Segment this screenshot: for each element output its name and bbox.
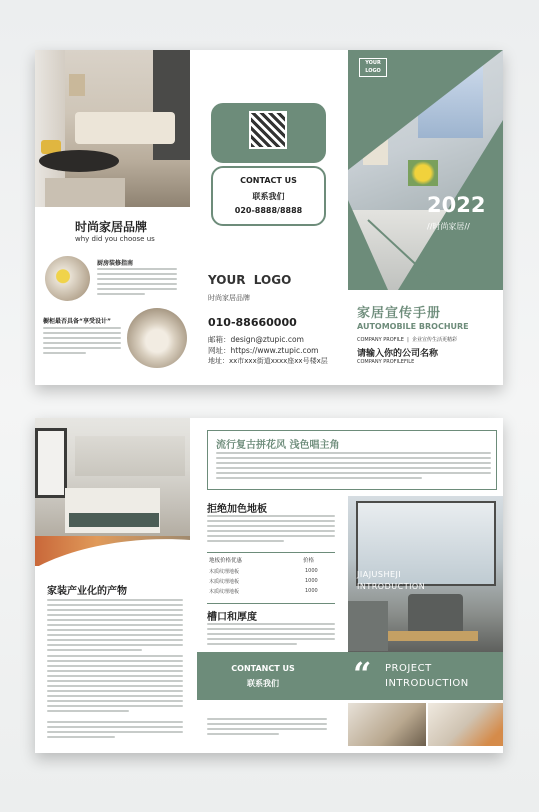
right-green-shapes (348, 50, 503, 290)
project-line-1: PROJECT (385, 663, 432, 674)
bottom-brochure (35, 418, 503, 753)
project-line-2: INTRODUCTION (385, 678, 469, 689)
bedroom-thumb (127, 308, 187, 368)
table-row-1-name: 木质纹理地板 (209, 569, 240, 575)
section1-title: 拒绝加色地板 (207, 504, 267, 515)
banner-title: 流行复古拼花风 浅色唱主角 (216, 440, 340, 451)
photo-wave (35, 536, 190, 568)
mid-phone: 010-88660000 (208, 316, 297, 329)
kitchen-thumb (45, 256, 90, 301)
contact-phone: 020-8888/8888 (234, 206, 303, 215)
left-para1 (47, 599, 183, 654)
section1-text (207, 515, 335, 545)
table-row-3-price: 1000 (305, 588, 318, 594)
bottom-mid-text (207, 718, 327, 738)
section2-title: 槽口和厚度 (207, 612, 257, 623)
qr-code-icon (249, 111, 287, 149)
year-sub: //时尚家居// (427, 222, 470, 231)
item1-title: 厨房装修指南 (97, 260, 134, 267)
bottom-thumb-1 (348, 703, 426, 746)
mid-logo: YOUR LOGO (208, 273, 292, 287)
table-row-1-price: 1000 (305, 568, 318, 574)
right-logo-line1: YOUR (365, 60, 381, 66)
table-header-price: 价格 (303, 558, 315, 564)
table-row-3-name: 木质纹理地板 (209, 589, 240, 595)
bottom-thumb-2 (428, 703, 503, 746)
item2-text (43, 327, 121, 357)
contact-cn: 联系我们 (252, 192, 285, 201)
contact-strip (197, 652, 503, 700)
contact-en: CONTACT US (240, 176, 297, 185)
bottom-contact-en: CONTANCT US (231, 664, 295, 673)
living-room-photo (35, 50, 190, 207)
top-brochure (35, 50, 503, 385)
qr-box (211, 103, 326, 163)
bottom-contact-cn: 联系我们 (247, 679, 279, 688)
photo-label-1: JIAJUSHEJI (357, 570, 402, 579)
mid-brand: 时尚家居品牌 (208, 294, 250, 302)
profile-line: COMPANY PROFILE | 企业宣传生活更精彩 (357, 337, 458, 343)
left-title: 时尚家居品牌 (75, 220, 148, 234)
company-name: 请输入你的公司名称 (357, 349, 439, 359)
title-cn: 家居宣传手册 (357, 306, 442, 321)
table-header-name: 地板价格优惠 (209, 558, 243, 564)
table-row-2-name: 木质纹理地板 (209, 579, 240, 585)
right-logo-line2: LOGO (365, 68, 381, 74)
section2-text (207, 623, 335, 648)
title-en: AUTOMOBILE BROCHURE (357, 322, 469, 331)
company-profile: COMPANY PROFILEFILE (357, 359, 415, 365)
mid-email: 邮箱：design@ztupic.com (208, 335, 304, 344)
item2-title: 橱柜最否具备“享受设计” (43, 318, 111, 325)
left-para3 (47, 721, 183, 741)
left-para2 (47, 655, 183, 715)
left-subtitle: why did you choose us (75, 235, 155, 243)
photo-label-2: INTRODUCTION (357, 582, 426, 591)
banner-text (216, 452, 491, 482)
item1-text (97, 268, 177, 298)
left-heading: 家装产业化的产物 (47, 586, 127, 597)
quote-icon: “ (353, 655, 372, 693)
mid-website: 网址：https://www.ztupic.com (208, 346, 319, 355)
table-row-2-price: 1000 (305, 578, 318, 584)
mid-address: 地址：xx市xxx街道xxxx座xx号楼x层 (208, 357, 328, 365)
year: 2022 (427, 193, 486, 217)
